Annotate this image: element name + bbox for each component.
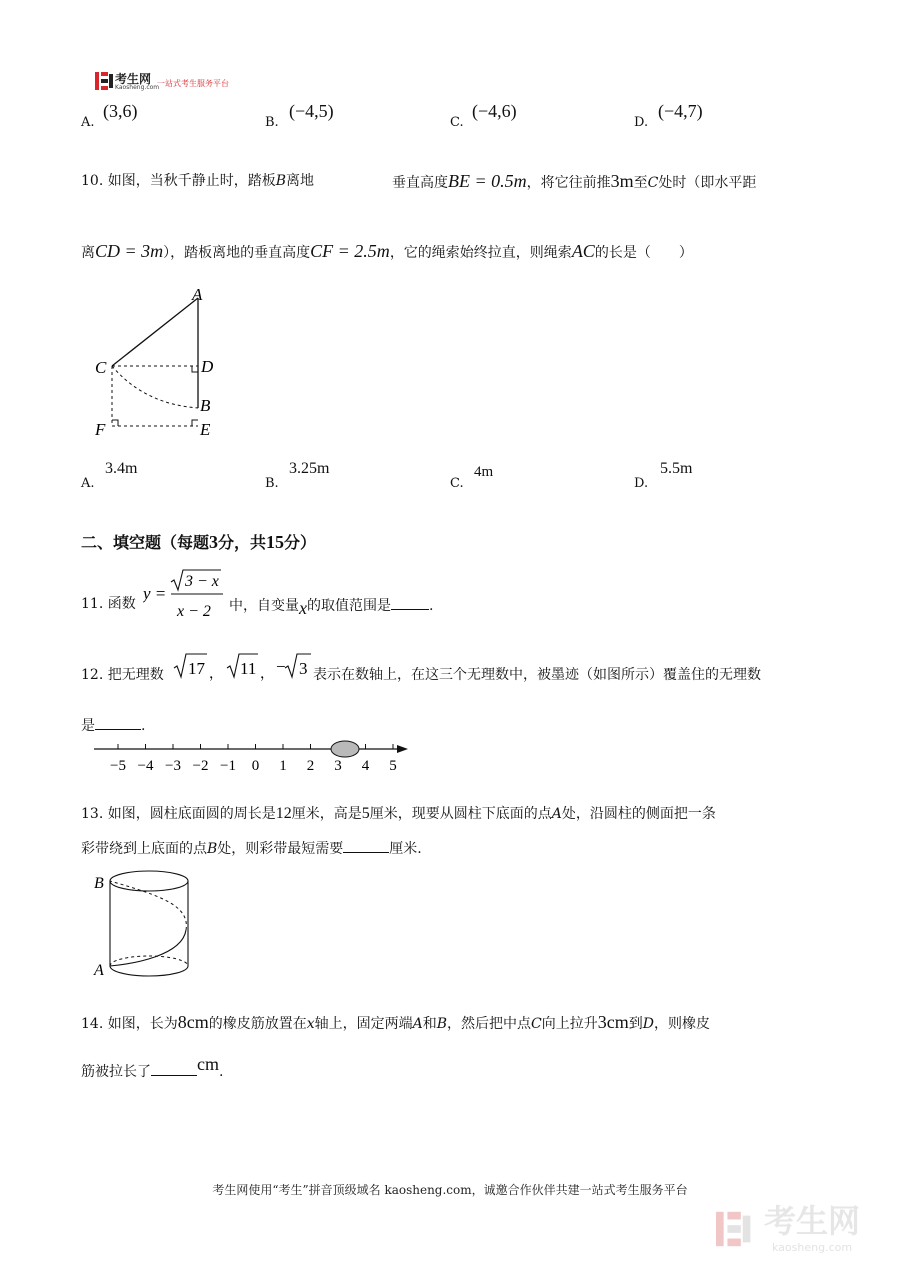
- kaosheng-logo-icon: [95, 72, 117, 90]
- q14-line1: [81, 1012, 710, 1034]
- watermark: [716, 1203, 886, 1259]
- q14-var-d: D: [642, 1016, 654, 1032]
- q10-var-b: B: [275, 173, 287, 189]
- q9-option-b: [265, 101, 334, 133]
- q14-text: 向上拉升: [541, 1016, 598, 1032]
- option-letter: D.: [634, 115, 649, 130]
- label-f: F: [95, 420, 106, 439]
- q13-answer-blank[interactable]: [343, 838, 389, 853]
- label-c: C: [95, 358, 107, 377]
- option-letter: C.: [450, 115, 464, 130]
- option-value: 5.5m: [660, 460, 693, 477]
- q10-push: 3m: [610, 171, 634, 191]
- q14-text: ，则橡皮: [654, 1016, 710, 1032]
- q10-swing-figure: [88, 282, 228, 442]
- logo-text-en: Kaosheng.com: [115, 84, 160, 91]
- logo-text-cn: 考生网: [115, 72, 152, 86]
- q11-numerator: 3 − x: [185, 573, 219, 590]
- q13-text: 彩带绕到上底面的点: [81, 841, 207, 857]
- bottom-ellipse-front: [110, 966, 188, 976]
- label-b: B: [94, 875, 104, 892]
- axis-tick-label: 3: [334, 758, 342, 774]
- q10-line2: [81, 241, 693, 263]
- q14-text: ，然后把中点: [447, 1016, 532, 1032]
- q10-option-d: [634, 460, 693, 494]
- heading-text: 分，共: [218, 533, 267, 552]
- q9-option-c: [450, 101, 517, 133]
- q10-line1b: [392, 171, 756, 193]
- q13-line2: [81, 838, 422, 859]
- q13-text: 厘米，现要从圆柱下底面的点: [369, 806, 552, 822]
- axis-tick-label: 4: [361, 758, 370, 774]
- q12-text: 表示在数轴上，在这三个无理数中，被墨迹（如图所示）覆盖住的无理数: [313, 667, 761, 683]
- q10-text: ，将它往前推: [526, 175, 611, 191]
- option-letter: A.: [81, 115, 95, 130]
- q11-answer-blank[interactable]: [391, 595, 429, 610]
- label-e: E: [200, 420, 211, 439]
- q10-text: ），踏板离地的垂直高度: [163, 245, 311, 261]
- q12-negative-sign: −: [276, 657, 286, 676]
- q12-separator: ，: [260, 667, 274, 682]
- q12-text: 是: [81, 718, 95, 734]
- option-value: 3.25m: [289, 460, 330, 477]
- option-value: 4m: [474, 464, 494, 480]
- option-value: (−4,5): [289, 101, 334, 121]
- q10-eq-cd: CD = 3m: [95, 241, 164, 261]
- q11-text: 中，自变量: [229, 598, 299, 614]
- option-letter: B.: [265, 115, 279, 130]
- q10-text: 的长是（ ）: [594, 245, 693, 261]
- q13-cylinder-figure: [92, 866, 202, 984]
- right-angle-d: [192, 366, 198, 372]
- question-number: 10.: [81, 173, 104, 189]
- q10-text: ，它的绳索始终拉直，则绳索: [389, 245, 572, 261]
- watermark-logo-icon: [716, 1207, 758, 1251]
- q11-text: .: [429, 598, 434, 614]
- q10-var-ac: AC: [571, 241, 595, 261]
- axis-tick-label: −3: [165, 758, 181, 774]
- footer-text: 考生网使用“考生”拼音顶级域名 kaosheng.com，诚邀合作伙伴共建一站式考生服务平台: [212, 1183, 688, 1197]
- option-letter: C.: [450, 476, 464, 491]
- q14-text: 和: [422, 1016, 437, 1032]
- axis-tick-label: −2: [192, 758, 209, 774]
- question-number: 11.: [81, 596, 104, 612]
- ink-blot: [331, 741, 359, 757]
- q12-text: .: [141, 718, 146, 734]
- label-b: B: [200, 396, 211, 415]
- q11-text: 函数: [107, 596, 136, 612]
- axis-tick-label: −1: [220, 758, 236, 774]
- q14-unit: cm: [197, 1054, 219, 1074]
- q12-separator: ，: [209, 667, 223, 682]
- q10-eq-cf: CF = 2.5m: [310, 241, 390, 261]
- q10-text: 离: [81, 245, 95, 261]
- q14-text: 的橡皮筋放置在: [208, 1016, 307, 1032]
- option-letter: B.: [265, 476, 279, 491]
- q10-text: 如图，当秋千静止时，踏板: [107, 173, 276, 189]
- q13-text: 处，沿圆柱的侧面把一条: [561, 806, 716, 822]
- rope-ac: [112, 298, 198, 366]
- q12-line2: [81, 715, 145, 736]
- q11-line: [81, 594, 136, 614]
- q14-text: 如图，长为: [107, 1016, 178, 1032]
- swing-arc: [112, 366, 198, 408]
- q13-text: 厘米.: [389, 841, 422, 857]
- right-angle-e: [192, 420, 198, 426]
- q12-text: 把无理数: [107, 667, 164, 683]
- option-letter: D.: [634, 476, 649, 491]
- radicand-17: 17: [188, 659, 205, 678]
- q13-text: 如图，圆柱底面圆的周长是: [107, 806, 276, 822]
- q11-denominator: x − 2: [177, 603, 211, 620]
- heading-text: 分）: [284, 533, 317, 552]
- q14-var-c: C: [531, 1016, 542, 1032]
- q13-height: 5: [361, 805, 370, 822]
- q13-text: 处，则彩带最短需要: [217, 841, 344, 857]
- axis-tick-label: −5: [110, 758, 126, 774]
- q13-var-a: A: [551, 806, 562, 822]
- axis-tick-label: 1: [279, 758, 287, 774]
- q10-eq-be: BE = 0.5m: [448, 171, 527, 191]
- q13-circumference: 12: [275, 805, 292, 822]
- ribbon-front: [110, 930, 186, 966]
- logo-slogan: 一站式考生服务平台: [157, 79, 229, 88]
- label-d: D: [201, 357, 214, 376]
- axis-tick-label: 2: [306, 758, 315, 774]
- q12-line1: [81, 665, 164, 685]
- q10-option-c: [450, 464, 494, 494]
- q13-var-b: B: [207, 841, 218, 857]
- q14-var-a: A: [412, 1016, 423, 1032]
- option-value: 3.4m: [105, 460, 138, 477]
- q11-var-x: x: [299, 598, 307, 618]
- right-angle-f: [112, 420, 118, 426]
- option-letter: A.: [81, 476, 95, 491]
- q12-line1b: [313, 665, 761, 685]
- q14-line2: [81, 1054, 224, 1082]
- q14-text: 到: [628, 1016, 643, 1032]
- axis-tick-label: −4: [137, 758, 154, 774]
- q9-option-d: [634, 101, 703, 133]
- q14-lift: 3cm: [597, 1012, 629, 1032]
- q14-text: 轴上，固定两端: [314, 1016, 413, 1032]
- option-value: (3,6): [103, 101, 138, 121]
- heading-total-score: 15: [266, 532, 285, 552]
- q14-text: 筋被拉长了: [81, 1064, 151, 1080]
- q12-number-line: [88, 734, 418, 776]
- q11-fraction: [143, 566, 228, 624]
- q10-var-c: C: [647, 175, 659, 191]
- label-a: A: [192, 285, 203, 304]
- q10-text: 处时（即水平距: [658, 175, 757, 191]
- q10-text: 垂直高度: [392, 175, 448, 191]
- q12-answer-blank[interactable]: [95, 715, 141, 730]
- q13-text: 厘米，高是: [291, 806, 362, 822]
- q11-y: y =: [143, 584, 167, 603]
- q14-answer-blank[interactable]: [151, 1061, 197, 1076]
- q11-line-b: [229, 594, 433, 616]
- q14-var-x: x: [306, 1016, 315, 1032]
- top-ellipse: [110, 871, 188, 891]
- option-value: (−4,7): [658, 101, 703, 121]
- radicand-11: 11: [240, 659, 257, 678]
- q14-text: .: [219, 1064, 224, 1080]
- label-a: A: [94, 962, 104, 979]
- watermark-en: kaosheng.com: [772, 1241, 853, 1254]
- watermark-cn: 考生网: [764, 1202, 861, 1240]
- q10-option-a: [81, 460, 138, 494]
- q14-var-b: B: [436, 1016, 448, 1032]
- question-number: 12.: [81, 667, 104, 683]
- q14-length: 8cm: [177, 1012, 209, 1032]
- q10-text: 离地: [286, 173, 315, 189]
- q10-line1: [81, 171, 314, 191]
- q10-option-b: [265, 460, 330, 494]
- question-number: 14.: [81, 1016, 104, 1032]
- section-heading: [81, 530, 316, 553]
- option-value: (−4,6): [472, 101, 517, 121]
- radicand-3: 3: [299, 659, 308, 678]
- axis-tick-label: 5: [389, 758, 397, 774]
- axis-tick-label: 0: [251, 758, 260, 774]
- question-number: 13.: [81, 806, 104, 822]
- q10-text: 至: [633, 175, 648, 191]
- heading-text: 二、填空题（每题: [81, 533, 210, 552]
- q11-text: 的取值范围是: [307, 598, 391, 614]
- q12-radicals: [173, 650, 313, 684]
- q13-line1: [81, 804, 716, 824]
- heading-per-score: 3: [209, 532, 219, 552]
- q9-option-a: [81, 101, 138, 133]
- axis-arrow: [397, 745, 408, 753]
